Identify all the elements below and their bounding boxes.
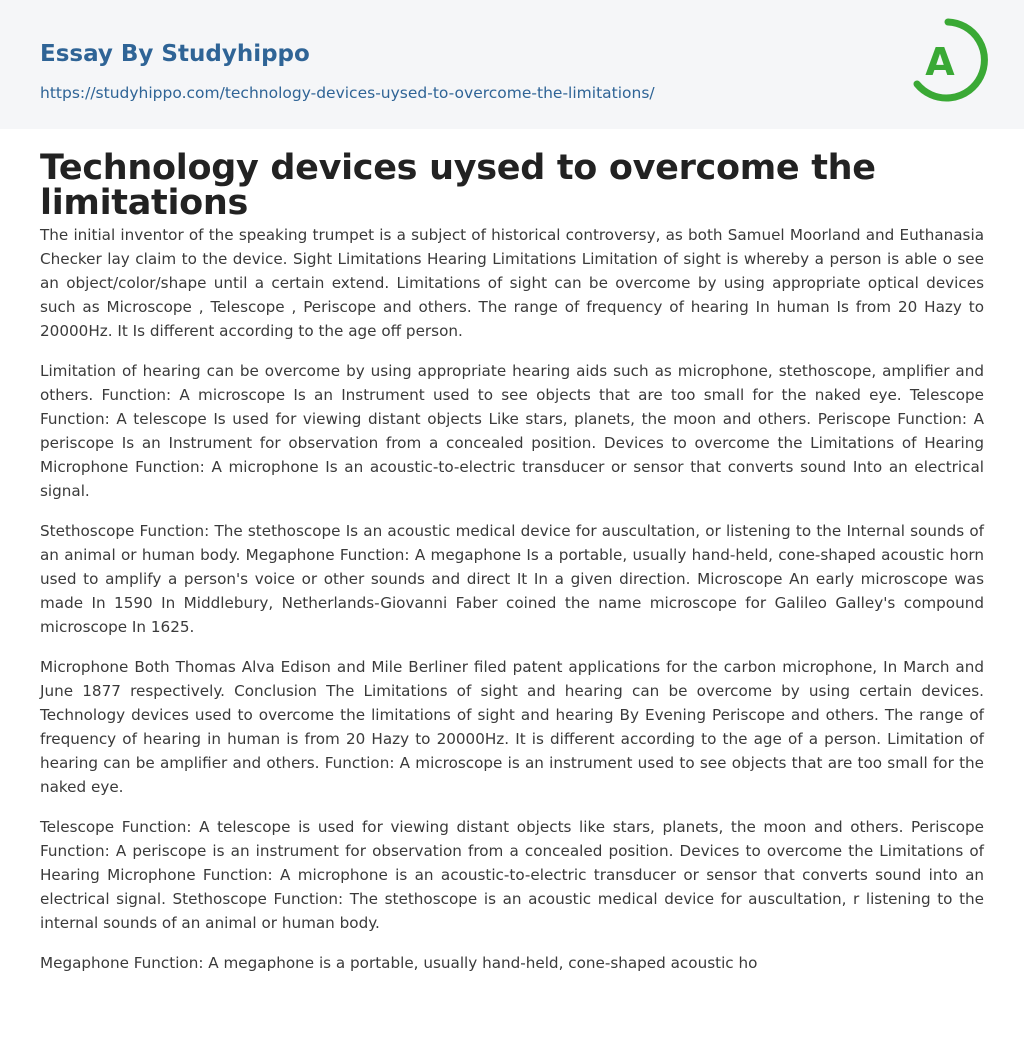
paragraph: Telescope Function: A telescope is used for viewing distant objects like stars, planets, the moon and others. Periscope Function: A periscope is an instrument for observation from a concealed position. Devices to overcome the Limitations of Hearing Microphone Function: A microphone is an acoustic-to-electric transducer or sensor that converts sound into an electrical signal. Stethoscope Function: The stethoscope is an acoustic medical device for auscultation, r listening to the internal sounds of an animal or human body. [40,818,984,932]
site-brand[interactable]: Essay By Studyhippo [40,41,310,67]
article-body [0,129,1024,975]
site-header [0,0,1024,129]
paragraph: Limitation of hearing can be overcome by using appropriate hearing aids such as microphone, stethoscope, amplifier and others. Function: A microscope Is an Instrument used to see objects that are too small for the naked eye. Telescope Function: A telescope Is used for viewing distant objects Like stars, planets, the moon and others. Periscope Function: A periscope Is an Instrument for observation from a concealed position. Devices to overcome the Limitations of Hearing Microphone Function: A microphone Is an acoustic-to-electric transducer or sensor that converts sound Into an electrical signal. [40,362,984,500]
page-title: Technology devices uysed to overcome the limitations [40,148,876,223]
logo-letter: A [925,40,955,84]
paragraph: Stethoscope Function: The stethoscope Is an acoustic medical device for auscultation, or listening to the Internal sounds of an animal or human body. Megaphone Function: A megaphone Is a portable, usually hand-held, cone-shaped acoustic horn used to amplify a person's voice or other sounds and direct It In a given direction. Microscope An early microscope was made In 1590 In Middlebury, Netherlands-Giovanni Faber coined the name microscope for Galileo Galley's compound microscope In 1625. [40,522,984,636]
paragraph: The initial inventor of the speaking trumpet is a subject of historical controversy, as both Samuel Moorland and Euthanasia Checker lay claim to the device. Sight Limitations Hearing Limitations Limitation of sight is whereby a person is able o see an object/color/shape until a certain extend. Limitations of sight can be overcome by using appropriate optical devices such as Microscope , Telescope , Periscope and others. The range of frequency of hearing In human Is from 20 Hazy to 20000Hz. It Is different according to the age off person. [40,226,984,340]
article-url-link[interactable]: https://studyhippo.com/technology-devices-uysed-to-overcome-the-limitations/ [40,84,655,102]
paragraph: Microphone Both Thomas Alva Edison and Mile Berliner filed patent applications for the carbon microphone, In March and June 1877 respectively. Conclusion The Limitations of sight and hearing can be overcome by using certain devices. Technology devices used to overcome the limitations of sight and hearing By Evening Periscope and others. The range of frequency of hearing in human is from 20 Hazy to 20000Hz. It is different according to the age of a person. Limitation of hearing can be amplifier and others. Function: A microscope is an instrument used to see objects that are too small for the naked eye. [40,658,984,796]
studyhippo-logo-icon[interactable] [908,18,988,106]
paragraph: Megaphone Function: A megaphone is a portable, usually hand-held, cone-shaped acoustic ho [40,954,758,972]
